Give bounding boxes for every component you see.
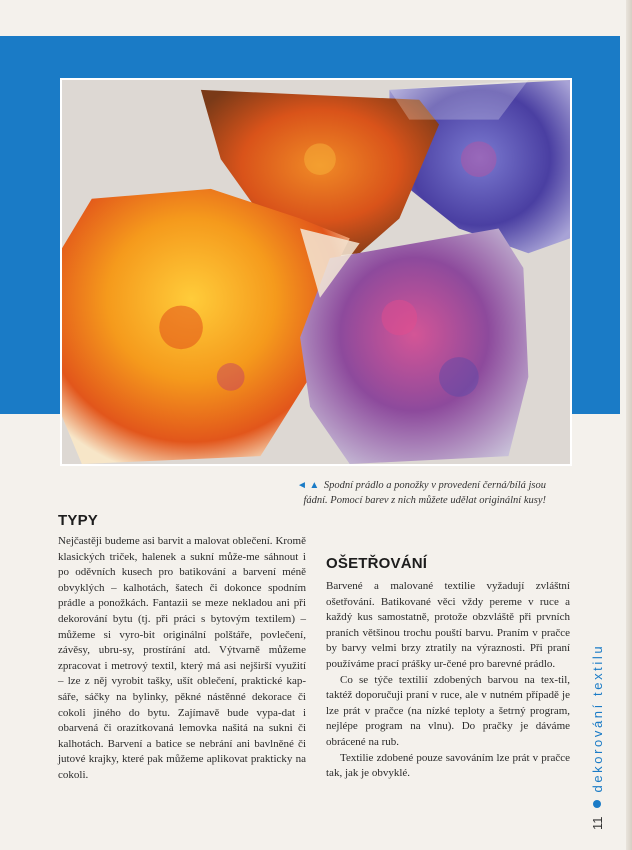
osetrovani-text — [326, 579, 570, 782]
text-line: Praním v pračce by barvy velmi brzy ztratily na — [326, 626, 571, 655]
text-line: i metrový textil, který má asi nejširší využití – lze — [58, 659, 307, 688]
page-folio — [584, 600, 610, 830]
text-line: prvních praních většinou trochu pouští barvu. — [326, 611, 570, 639]
heading-osetrovani: OŠETŘOVÁNÍ — [326, 555, 428, 572]
text-line: se meze nekladou ani při dekorování bytu (tj. — [58, 597, 307, 625]
dyed-underwear-photo — [60, 78, 572, 466]
folio-rotated — [584, 600, 610, 830]
text-line: či cokoli jiného do bytu. Zajímavě bude vypa- — [58, 690, 306, 719]
page-number: 11 — [589, 816, 605, 830]
text-line: a šetrný program, nejlépe program na vlnu). Do — [326, 704, 571, 733]
text-line: z něj vyrobit tašky, ušít oblečení, praktické kap- — [84, 675, 306, 688]
photo-illustration — [62, 80, 570, 464]
text-line: ošetřování. Batikované věci vždy pereme v ruce — [326, 595, 559, 608]
text-line: bit originální polštáře, povlečení, závěsy, ubru- — [58, 628, 306, 657]
text-line: Barvené a malované textilie vyžadují zvláštní — [326, 580, 570, 592]
text-line: til, taktéž doporučuji praní v ruce, ale v nutném — [326, 673, 570, 702]
text-line: sy, prostírání atd. Výtvarně můžeme zpracovat — [58, 644, 306, 672]
caption-line-2: fádní. Pomocí barev z nich můžete udělat originální kusy! — [303, 495, 546, 506]
text-line: dat i obarvená či orazítkovaná lemovka našitá na — [58, 706, 306, 735]
caption-arrow-markers-icon: ◄ ▲ — [296, 480, 320, 491]
heading-typy: TYPY — [58, 512, 98, 529]
text-line: pračky je dáváme obrácené na rub. — [326, 720, 571, 748]
text-line: sáře, sáčky na bylinky, pěkné nástěnné dekorace — [58, 690, 292, 703]
text-line: při práci s bytovým textilem) – můžeme si vyro- — [58, 612, 306, 641]
text-line: Co se týče textilií zdobených barvou na tex- — [340, 673, 559, 686]
text-line: ani bavlněné či jutové krajky, které pak můžeme — [58, 737, 306, 766]
text-line: sukni či kalhotách. Barvení a batice se nebrání — [58, 722, 307, 750]
text-line: Textilie zdobené pouze savováním lze prát — [340, 751, 530, 764]
text-line: aplikovat prakticky na cokoli. — [58, 753, 306, 781]
text-line: čené pro barevné prádlo. — [446, 657, 556, 670]
text-line: výraznosti. Při praní používáme prací prášky ur- — [326, 642, 571, 670]
caption-line-1: Spodní prádlo a ponožky v provedení černá/bílá jsou — [323, 480, 546, 491]
text-line: a barvení méně obvyklých – kalhotách, šatech či — [58, 566, 307, 594]
text-line: dokonce spodním prádle a ponožkách. Fantazii — [58, 581, 307, 610]
text-line: případě je lze prát v pračce (na nízké teploty — [326, 689, 570, 717]
page-spine — [626, 0, 632, 850]
section-name: dekorování textilu — [589, 643, 605, 793]
osetrovani-paragraph-1 — [326, 579, 570, 673]
photo-caption — [238, 478, 546, 508]
osetrovani-paragraph-3 — [326, 751, 570, 782]
typy-paragraph — [58, 534, 306, 784]
bullet-dot-icon — [593, 801, 601, 809]
text-line: Nejčastěji budeme asi barvit a malovat oblečení. — [58, 535, 273, 547]
typy-text — [58, 534, 306, 784]
osetrovani-paragraph-2 — [326, 673, 570, 751]
text-line: Kromě klasických triček, halenek a sukní může- — [58, 535, 306, 563]
text-line: a každý kus samostatně, protože obzvláště při — [326, 595, 570, 624]
text-line: v pračce tak, jak je obvyklé. — [326, 751, 570, 780]
text-line: me sáhnout i po oděvních kusech pro batikování — [58, 550, 306, 579]
